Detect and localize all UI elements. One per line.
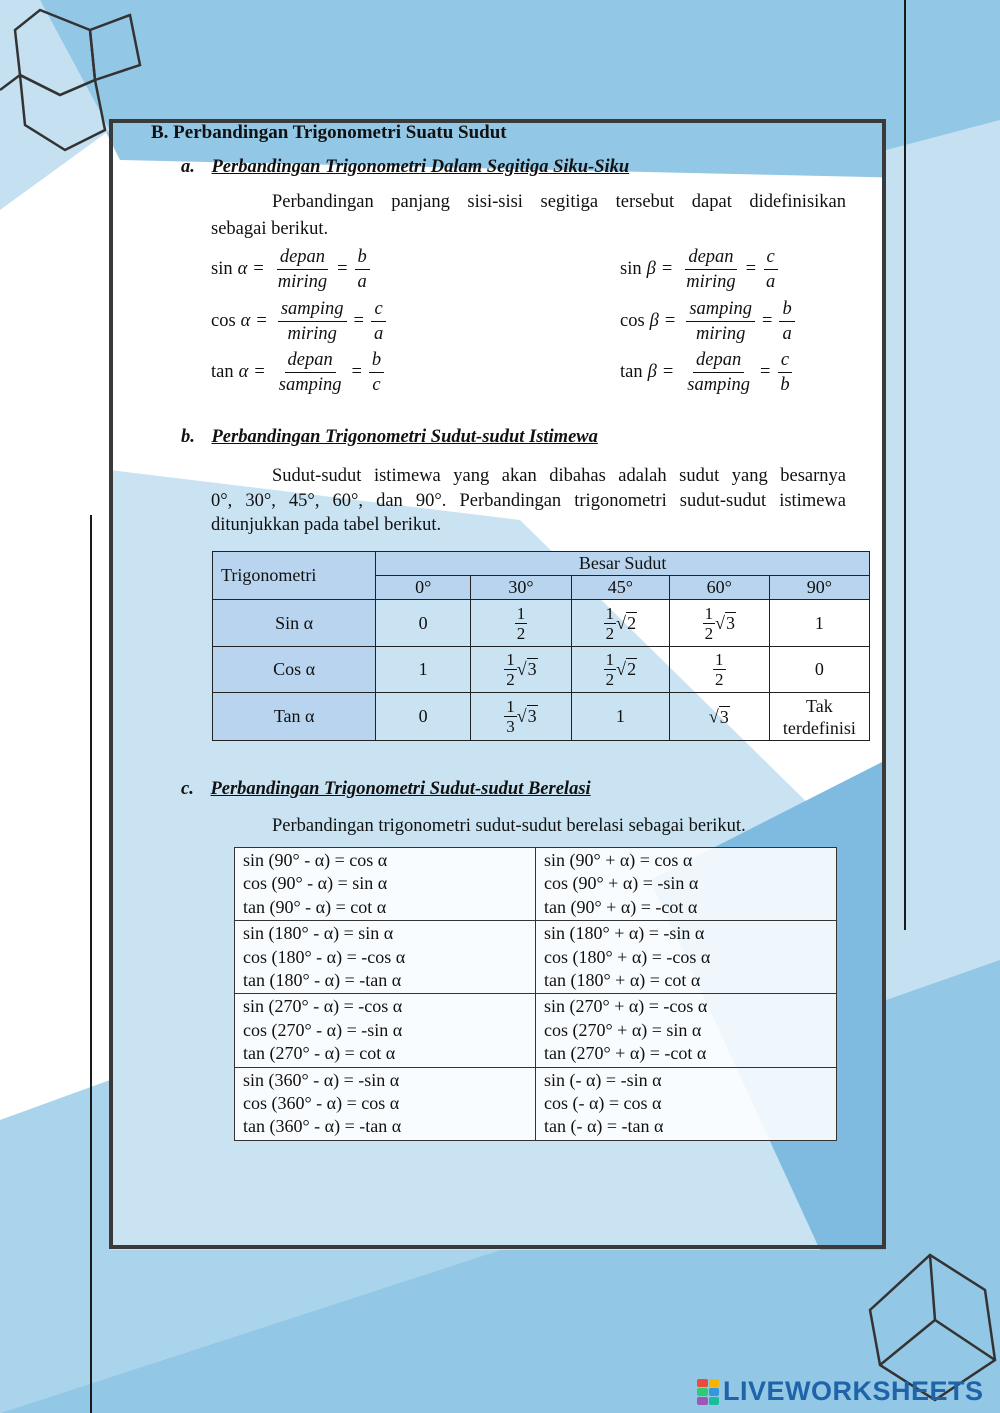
- formula-alpha-sin: [211, 245, 375, 294]
- function-name: sin: [211, 259, 233, 279]
- equals-sign: =: [351, 362, 362, 382]
- cell-30: [471, 647, 572, 693]
- equals-sign: =: [661, 259, 673, 279]
- equals-sign: =: [256, 311, 267, 331]
- undefined-line1: Tak: [805, 695, 833, 716]
- formula-alpha-cos: [211, 297, 391, 346]
- angle-header: 60°: [669, 576, 769, 600]
- relation-line: tan (270° - α) = cot α: [243, 1043, 396, 1064]
- relation-cell-left: [235, 994, 536, 1067]
- cell-45: [571, 600, 669, 647]
- relation-line: tan (90° + α) = -cot α: [544, 896, 698, 917]
- relation-line: sin (270° + α) = -cos α: [544, 996, 708, 1017]
- relation-line: sin (360° - α) = -sin α: [243, 1069, 400, 1090]
- function-name: cos: [211, 311, 236, 331]
- fraction: $\frac{1}{2}$: [704, 603, 714, 643]
- relation-line: cos (- α) = cos α: [544, 1093, 662, 1114]
- word-fraction: $\frac{\text{depan}}{\text{samping}}$: [278, 350, 342, 395]
- relation-line: cos (180° - α) = -cos α: [243, 946, 406, 967]
- equals-sign: =: [759, 362, 771, 382]
- word-fraction: $\frac{\text{samping}}{\text{miring}}$: [278, 297, 347, 346]
- cell-30: [471, 693, 572, 741]
- table-header-trigonometri: Trigonometri: [213, 552, 376, 600]
- relation-line: cos (90° + α) = -sin α: [544, 873, 699, 894]
- square-root: √3: [516, 706, 537, 726]
- special-angles-table: [212, 551, 870, 741]
- table-row-sin: [213, 600, 870, 647]
- letter-fraction: $\frac{b}{a}$: [779, 297, 794, 346]
- cell-90: [769, 693, 869, 741]
- fraction: $\frac{1}{3}$: [506, 697, 515, 736]
- cell-30: [471, 600, 572, 647]
- letter-fraction: $\frac{c}{a}$: [371, 297, 386, 346]
- relation-line: sin (- α) = -sin α: [544, 1069, 662, 1090]
- row-label: Tan α: [213, 693, 376, 741]
- relation-line: cos (270° + α) = sin α: [544, 1019, 702, 1040]
- word-fraction: $\frac{\text{depan}}{\text{samping}}$: [687, 350, 750, 395]
- square-root: √2: [616, 612, 637, 633]
- subsection-b-paragraph-line1: Sudut-sudut istimewa yang akan dibahas adalah sudut yang besarnya: [272, 466, 846, 486]
- equals-sign: =: [253, 259, 264, 279]
- formula-beta-cos: [620, 297, 800, 346]
- relation-line: sin (90° - α) = cos α: [243, 850, 388, 870]
- related-angles-table: [234, 847, 837, 1141]
- angle-symbol: β: [649, 311, 659, 331]
- table-row-tan: [213, 693, 870, 741]
- table-header-besar-sudut: Besar Sudut: [376, 552, 870, 576]
- cell-45: [571, 647, 669, 693]
- relation-line: tan (360° - α) = -tan α: [243, 1116, 402, 1137]
- angle-symbol: β: [646, 259, 656, 279]
- subsection-c-title: Perbandingan Trigonometri Sudut-sudut Berelasi: [210, 779, 591, 799]
- cell-60: [669, 600, 769, 647]
- equals-sign: =: [664, 311, 676, 331]
- equals-sign: =: [254, 362, 265, 382]
- relation-cell-right: [536, 1067, 837, 1140]
- cell-0: 0: [376, 600, 471, 647]
- square-root: √3: [715, 612, 735, 633]
- equals-sign: =: [762, 311, 773, 331]
- relation-cell-left: [235, 848, 536, 921]
- letter-fraction: $\frac{b}{a}$: [355, 245, 370, 294]
- decorative-vertical-line-left: [90, 515, 92, 1413]
- angle-header: 30°: [471, 576, 572, 600]
- angle-symbol: β: [647, 362, 657, 382]
- relation-cell-left: [235, 921, 536, 994]
- angle-header: 45°: [571, 576, 669, 600]
- relation-line: sin (90° + α) = cos α: [544, 850, 693, 870]
- subsection-b-title: Perbandingan Trigonometri Sudut-sudut Istimewa: [211, 427, 598, 447]
- subsection-c-letter: c.: [181, 779, 194, 799]
- square-root: √3: [708, 706, 729, 727]
- square-root: √3: [516, 659, 537, 679]
- relation-line: sin (180° + α) = -sin α: [544, 923, 705, 944]
- fraction: $\frac{1}{2}$: [605, 603, 615, 643]
- formula-beta-tan: [620, 348, 798, 397]
- relation-line: cos (180° + α) = -cos α: [544, 946, 711, 967]
- liveworksheets-watermark: [697, 1376, 984, 1407]
- cell-60: [669, 647, 769, 693]
- subsection-a-letter: a.: [181, 157, 195, 177]
- relation-line: tan (270° + α) = -cot α: [544, 1043, 707, 1064]
- equals-sign: =: [353, 311, 364, 331]
- table-row: [235, 1067, 837, 1140]
- angle-symbol: α: [237, 259, 248, 279]
- angle-header: 90°: [769, 576, 869, 600]
- relation-line: cos (270° - α) = -sin α: [243, 1019, 403, 1040]
- row-label: Cos α: [213, 647, 376, 693]
- fraction: $\frac{1}{2}$: [506, 650, 515, 689]
- function-name: tan: [620, 362, 643, 382]
- relation-line: tan (- α) = -tan α: [544, 1116, 664, 1137]
- cell-0: 0: [376, 693, 471, 741]
- subsection-b-paragraph-line3: ditunjukkan pada tabel berikut.: [211, 515, 442, 535]
- subsection-c-heading: [181, 779, 591, 800]
- equals-sign: =: [745, 259, 757, 279]
- relation-cell-right: [536, 848, 837, 921]
- relation-line: tan (180° - α) = -tan α: [243, 970, 402, 991]
- relation-cell-right: [536, 994, 837, 1067]
- relation-line: cos (360° - α) = cos α: [243, 1093, 400, 1114]
- cell-90: 0: [769, 647, 869, 693]
- cell-45: 1: [571, 693, 669, 741]
- word-fraction: $\frac{\text{samping}}{\text{miring}}$: [686, 297, 755, 346]
- undefined-line2: terdefinisi: [782, 717, 856, 738]
- letter-fraction: $\frac{c}{a}$: [763, 245, 778, 294]
- relation-cell-left: [235, 1067, 536, 1140]
- square-root: √2: [616, 659, 637, 679]
- subsection-b-heading: [181, 427, 598, 448]
- fraction: $\frac{1}{2}$: [605, 650, 615, 689]
- table-row: [235, 921, 837, 994]
- liveworksheets-text: LIVEWORKSHEETS: [723, 1376, 984, 1406]
- formula-alpha-tan: [211, 348, 389, 397]
- relation-line: sin (270° - α) = -cos α: [243, 996, 403, 1017]
- relation-line: tan (90° - α) = cot α: [243, 896, 387, 917]
- letter-fraction: $\frac{b}{c}$: [369, 348, 384, 397]
- decorative-vertical-line-right: [904, 0, 906, 930]
- relation-line: cos (90° - α) = sin α: [243, 873, 388, 894]
- cell-0: 1: [376, 647, 471, 693]
- equals-sign: =: [337, 259, 348, 279]
- letter-fraction: $\frac{c}{b}$: [777, 348, 792, 397]
- equals-sign: =: [662, 362, 674, 382]
- fraction: $\frac{1}{2}$: [516, 603, 526, 643]
- table-row-cos: [213, 647, 870, 693]
- relation-cell-right: [536, 921, 837, 994]
- subsection-b-paragraph-line2: 0°, 30°, 45°, 60°, dan 90°. Perbandingan trigonometri sudut-sudut istimewa: [211, 491, 846, 511]
- table-row: [235, 994, 837, 1067]
- fraction: $\frac{1}{2}$: [715, 650, 724, 689]
- angle-symbol: α: [238, 362, 249, 382]
- function-name: cos: [620, 311, 645, 331]
- liveworksheets-logo-icon: [697, 1379, 719, 1405]
- word-fraction: $\frac{\text{depan}}{\text{miring}}$: [277, 247, 328, 292]
- subsection-a-heading: [181, 157, 629, 178]
- angle-header: 0°: [376, 576, 471, 600]
- relation-line: sin (180° - α) = sin α: [243, 923, 394, 944]
- subsection-a-title: Perbandingan Trigonometri Dalam Segitiga Siku-Siku: [211, 157, 630, 177]
- word-fraction: $\frac{\text{depan}}{\text{miring}}$: [686, 247, 736, 292]
- subsection-a-paragraph-line2: sebagai berikut.: [211, 219, 329, 239]
- function-name: tan: [211, 362, 234, 382]
- row-label: Sin α: [213, 600, 376, 647]
- angle-symbol: α: [240, 311, 251, 331]
- relation-line: tan (180° + α) = cot α: [544, 970, 701, 991]
- cell-60: [669, 693, 769, 741]
- formula-beta-sin: [620, 245, 783, 294]
- table-row: [235, 848, 837, 921]
- section-heading: B. Perbandingan Trigonometri Suatu Sudut: [151, 122, 507, 143]
- subsection-a-paragraph-line1: Perbandingan panjang sisi-sisi segitiga tersebut dapat didefinisikan: [272, 192, 846, 212]
- subsection-b-letter: b.: [181, 427, 195, 447]
- function-name: sin: [620, 259, 642, 279]
- cell-90: 1: [769, 600, 869, 647]
- subsection-c-paragraph: Perbandingan trigonometri sudut-sudut berelasi sebagai berikut.: [272, 816, 746, 836]
